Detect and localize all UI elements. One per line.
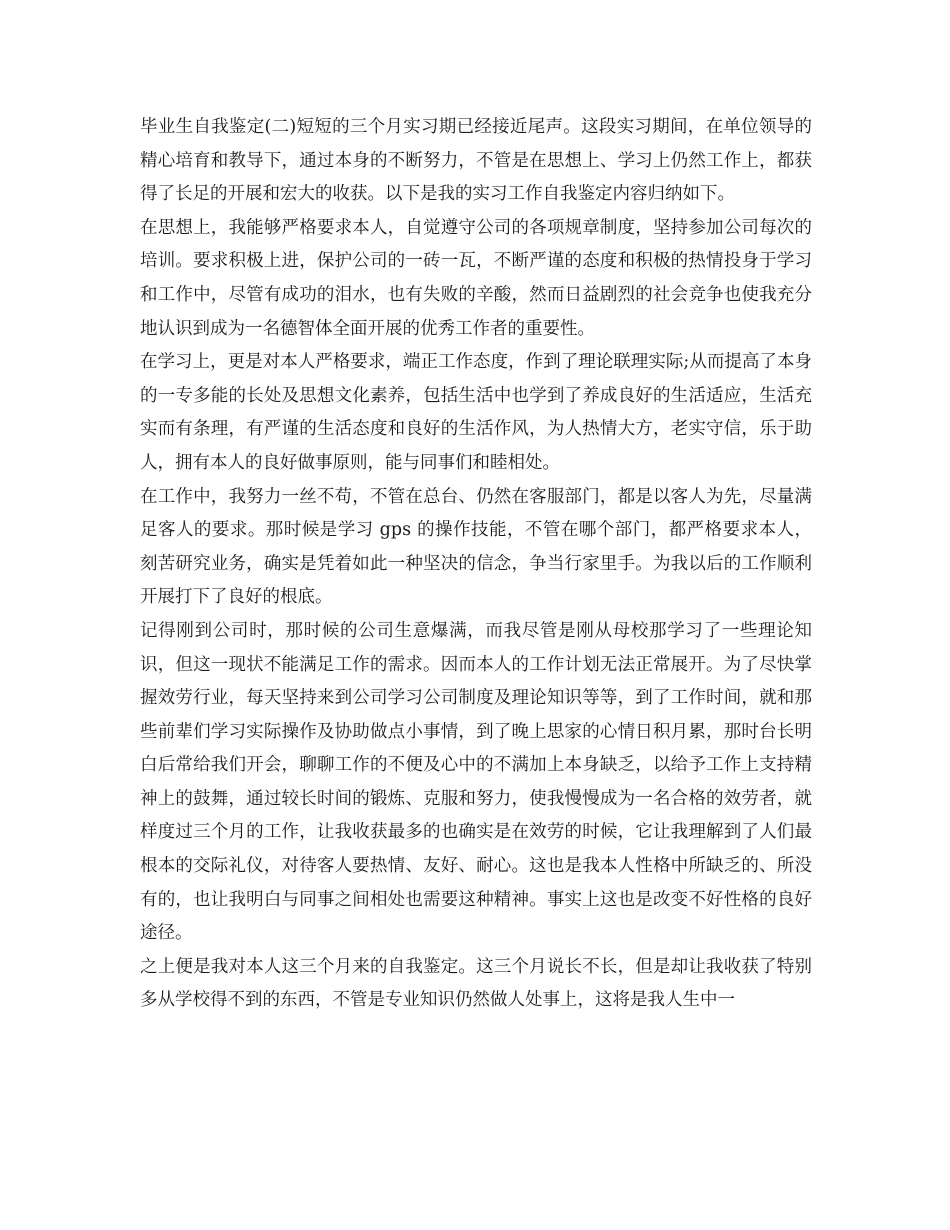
paragraph-intro: 毕业生自我鉴定(二)短短的三个月实习期已经接近尾声。这段实习期间，在单位领导的精心培育和教导下，通过本身的不断努力，不管是在思想上、学习上仍然工作上，都获得了长足的开展和宏大的收获。以下是我的实习工作自我鉴定内容归纳如下。 bbox=[140, 117, 812, 205]
paragraph-memory: 记得刚到公司时，那时候的公司生意爆满，而我尽管是刚从母校那学习了一些理论知识，但这一现状不能满足工作的需求。因而本人的工作计划无法正常展开。为了尽快掌握效劳行业，每天坚持来到公司学习公司制度及理论知识等等，到了工作时间，就和那些前辈们学习实际操作及协助做点小事情，到了晚上思家的心情日积月累，那时台长明白后常给我们开会，聊聊工作的不便及心中的不满加上本身缺乏，以给予工作上支持精神上的鼓舞，通过较长时间的锻炼、克服和努力，使我慢慢成为一名合格的效劳者，就样度过三个月的工作，让我收获最多的也确实是在效劳的时候，它让我理解到了人们最根本的交际礼仪，对待客人要热情、友好、耐心。这也是我本人性格中所缺乏的、所没有的，也让我明白与同事之间相处也需要这种精神。事实上这也是改变不好性格的良好途径。 bbox=[140, 620, 812, 944]
paragraph-summary: 之上便是我对本人这三个月来的自我鉴定。这三个月说长不长，但是却让我收获了特别多从学校得不到的东西，不管是专业知识仍然做人处事上，这将是我人生中一 bbox=[140, 956, 812, 1011]
document-body bbox=[140, 111, 812, 1018]
paragraph-thought: 在思想上，我能够严格要求本人，自觉遵守公司的各项规章制度，坚持参加公司每次的培训。要求积极上进，保护公司的一砖一瓦，不断严谨的态度和积极的热情投身于学习和工作中，尽管有成功的泪水，也有失败的辛酸，然而日益剧烈的社会竞争也使我充分地认识到成为一名德智体全面开展的优秀工作者的重要性。 bbox=[140, 217, 812, 339]
paragraph-work: 在工作中，我努力一丝不苟，不管在总台、仍然在客服部门，都是以客人为先，尽量满足客人的要求。那时候是学习 gps 的操作技能，不管在哪个部门，都严格要求本人，刻苦研究业务，确实是凭着如此一种坚决的信念，争当行家里手。为我以后的工作顺利开展打下了良好的根底。 bbox=[140, 486, 812, 608]
paragraph-study: 在学习上，更是对本人严格要求，端正工作态度，作到了理论联理实际;从而提高了本身的一专多能的长处及思想文化素养，包括生活中也学到了养成良好的生活适应，生活充实而有条理，有严谨的生活态度和良好的生活作风，为人热情大方，老实守信，乐于助人，拥有本人的良好做事原则，能与同事们和睦相处。 bbox=[140, 352, 812, 473]
